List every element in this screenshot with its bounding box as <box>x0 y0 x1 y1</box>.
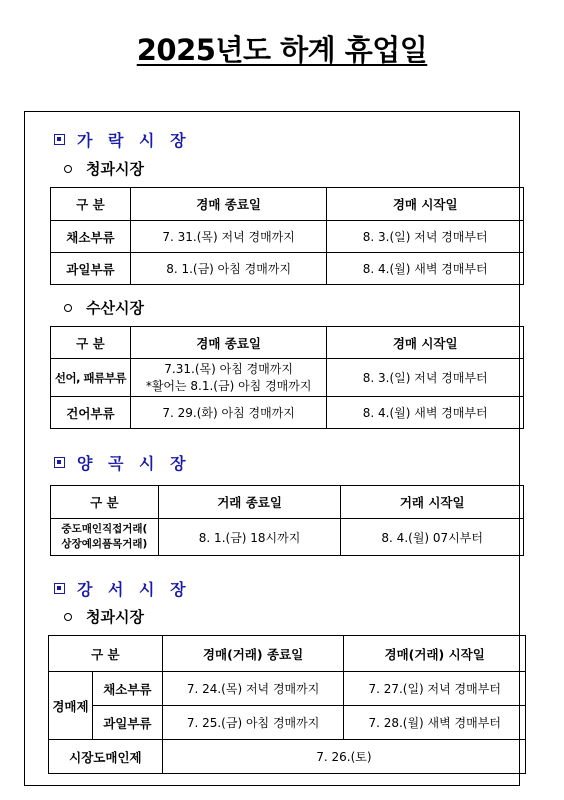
row-end: 7. 25.(금) 아침 경매까지 <box>162 706 344 740</box>
section-title-gangseo: 강 서 시 장 <box>54 577 191 600</box>
group-label: 경매제 <box>49 672 93 740</box>
subtitle-garak-seafood: 수산시장 <box>64 297 144 318</box>
row-label: 채소부류 <box>92 672 162 706</box>
row-start: 8. 4.(월) 새벽 경매부터 <box>327 397 524 429</box>
row-end <box>130 359 327 397</box>
table-row <box>51 519 524 556</box>
table-row <box>51 359 524 397</box>
table-garak-seafood <box>50 326 524 429</box>
row-end-line2: *활어는 8.1.(금) 아침 경매까지 <box>145 378 312 393</box>
subtitle-gangseo-fruitveg: 청과시장 <box>64 606 144 627</box>
table-row <box>49 706 526 740</box>
row-end: 8. 1.(금) 아침 경매까지 <box>130 253 327 285</box>
table-garak-fruitveg <box>50 187 524 285</box>
header-end: 거래 종료일 <box>158 486 341 519</box>
header-category: 구 분 <box>51 327 131 359</box>
header-end: 경매 종료일 <box>130 188 327 221</box>
row-start: 8. 4.(월) 07시부터 <box>341 519 524 556</box>
page-title: 2025년도 하계 휴업일 <box>136 33 428 67</box>
row-end: 8. 1.(금) 18시까지 <box>158 519 341 556</box>
circle-bullet-icon <box>64 304 72 312</box>
header-start: 경매 시작일 <box>327 188 524 221</box>
header-start: 경매(거래) 시작일 <box>344 636 526 672</box>
table-yanggok <box>50 485 524 556</box>
row-label-line1: 중도매인직접거래( <box>61 523 148 535</box>
row-end: 7. 31.(목) 저녁 경매까지 <box>130 221 327 253</box>
header-category: 구 분 <box>49 636 163 672</box>
footer-label: 시장도매인제 <box>49 740 163 774</box>
header-category: 구 분 <box>51 188 131 221</box>
table-row <box>51 253 524 285</box>
table-row <box>51 221 524 253</box>
subtitle-garak-fruitveg: 청과시장 <box>64 158 144 179</box>
row-end: 7. 29.(화) 아침 경매까지 <box>130 397 327 429</box>
row-label: 채소부류 <box>51 221 131 253</box>
header-end: 경매(거래) 종료일 <box>162 636 344 672</box>
row-end-line1: 7.31.(목) 아침 경매까지 <box>164 361 293 376</box>
circle-bullet-icon <box>64 165 72 173</box>
row-label: 선어, 패류부류 <box>51 359 131 397</box>
row-label-line2: 상장예외품목거래) <box>61 538 148 550</box>
row-start: 8. 3.(일) 저녁 경매부터 <box>327 221 524 253</box>
table-header-row <box>49 636 526 672</box>
row-label: 과일부류 <box>92 706 162 740</box>
table-header-row <box>51 188 524 221</box>
row-label: 건어부류 <box>51 397 131 429</box>
section-title-garak: 가 락 시 장 <box>54 128 191 151</box>
square-bullet-icon <box>54 457 65 468</box>
table-row <box>49 672 526 706</box>
row-start: 8. 3.(일) 저녁 경매부터 <box>327 359 524 397</box>
square-bullet-icon <box>54 134 65 145</box>
table-gangseo <box>48 635 526 774</box>
table-row <box>51 397 524 429</box>
row-start: 8. 4.(월) 새벽 경매부터 <box>327 253 524 285</box>
row-label <box>51 519 159 556</box>
table-header-row <box>51 327 524 359</box>
row-label: 과일부류 <box>51 253 131 285</box>
footer-value: 7. 26.(토) <box>162 740 525 774</box>
header-category: 구 분 <box>51 486 159 519</box>
header-end: 경매 종료일 <box>130 327 327 359</box>
table-row <box>49 740 526 774</box>
row-end: 7. 24.(목) 저녁 경매까지 <box>162 672 344 706</box>
square-bullet-icon <box>54 583 65 594</box>
header-start: 경매 시작일 <box>327 327 524 359</box>
row-start: 7. 27.(일) 저녁 경매부터 <box>344 672 526 706</box>
row-start: 7. 28.(월) 새벽 경매부터 <box>344 706 526 740</box>
header-start: 거래 시작일 <box>341 486 524 519</box>
circle-bullet-icon <box>64 613 72 621</box>
section-title-yanggok: 양 곡 시 장 <box>54 451 191 474</box>
table-header-row <box>51 486 524 519</box>
